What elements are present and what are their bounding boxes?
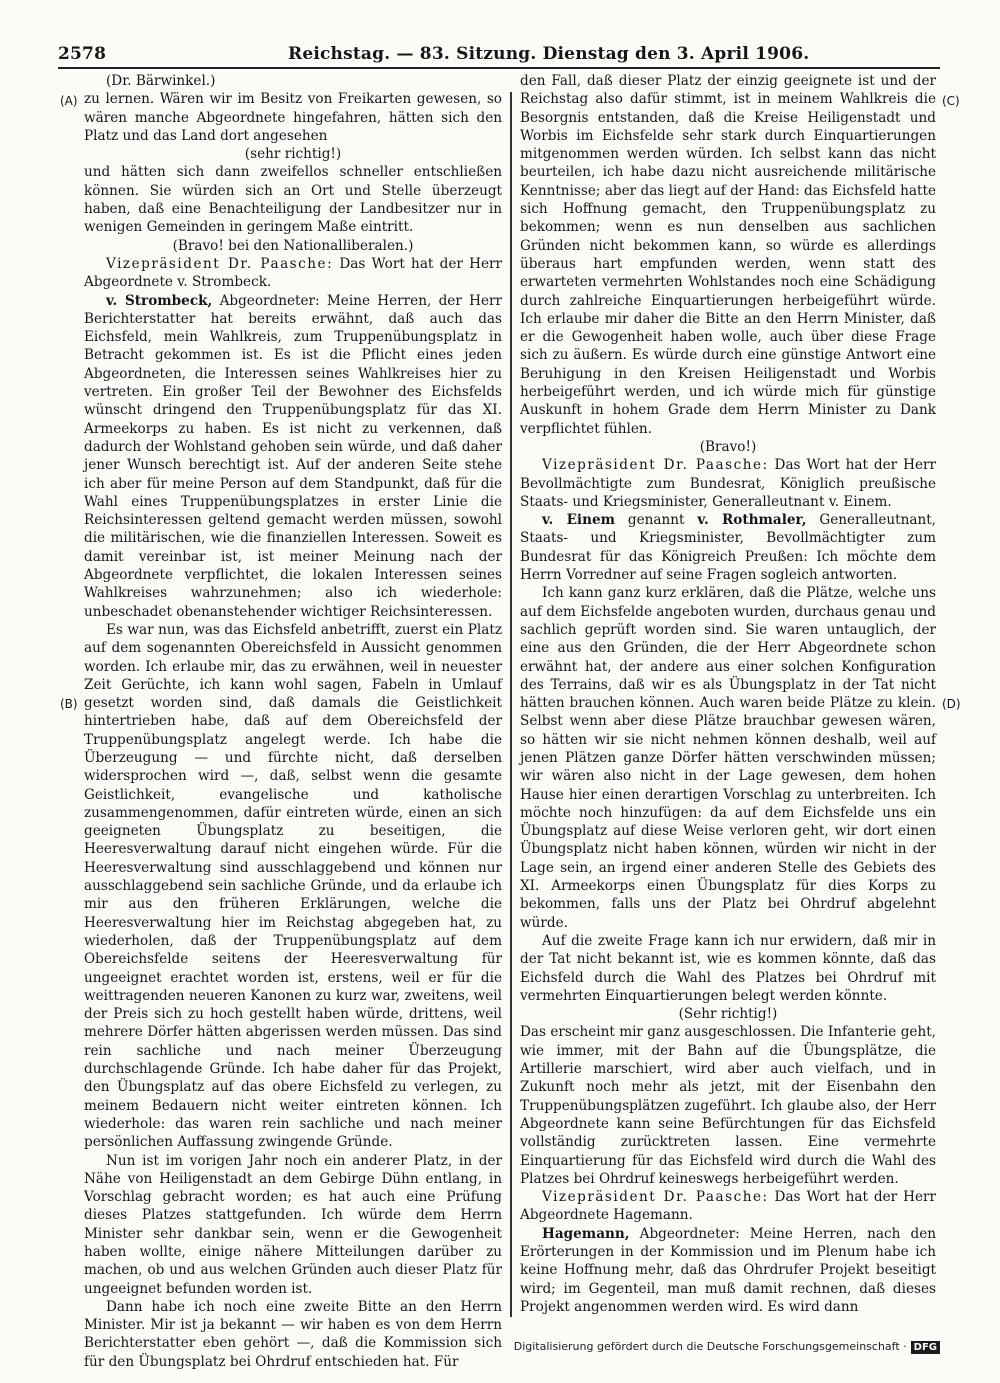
- applause-note: (Bravo! bei den Nationalliberalen.): [172, 237, 414, 254]
- chair-remark: [520, 456, 936, 511]
- paragraph: und hätten sich dann zweifellos schneller entschließen können. Sie würden sich an Ort und Stelle überzeugt haben, daß eine Benachteiligung der Landbesitzer nur in wenigen Gemeinden in geringem Maße eintritt.: [84, 164, 502, 236]
- speaker-name: v. Strombeck,: [106, 292, 213, 309]
- speech-paragraph: [520, 1225, 936, 1316]
- paragraph: Es war nun, was das Eichsfeld anbetrifft, zuerst ein Platz auf dem sogenannten Obereichsfeld in Aussicht genommen worden. Ich erlaube mir, das zu erwähnen, weil in neuester Zeit Gerüchte, ich kann wohl sagen, Fabeln in Umlauf gesetzt worden sind, daß damals die Geistlichkeit hintertrieben habe, daß auf dem Obereichsfeld der Truppenübungsplatz angelegt werde. Ich habe die Überzeugung — und fürchte nicht, daß derselben widersprochen wird —, daß, selbst wenn die gesamte Geistlichkeit, evangelische und katholische zusammengenommen, dafür eintreten würde, einen an sich geeigneten Übungsplatz zu beseitigen, die Heeresverwaltung darauf nicht eingehen würde. Für die Heeresverwaltung sind ausschlaggebend und können nur ausschlaggebend sein sachliche Gründe, und da erlaube ich mir aus den früheren Erklärungen, welche die Heeresverwaltung hier im Reichstag abgegeben hat, zu wiederholen, daß der Truppenübungsplatz auf dem Obereichsfelde seitens der Heeresverwaltung für ungeeignet erachtet worden ist, erstens, weil er für die weittragenden neueren Kanonen zu kurz war, zweitens, weil der Preis sich zu hoch gestellt haben würde, drittens, weil mehrere Dörfer hätten abgerissen werden müssen. Das sind rein sachliche und nach meiner Überzeugung durchschlagende Gründe. Ich habe daher für das Projekt, den Übungsplatz auf das obere Eichsfeld zu verlegen, zu meinem Bedauern nicht weiter eintreten können. Ich wiederhole: das waren rein sachliche und nach meiner persönlichen Auffassung zwingende Gründe.: [84, 621, 502, 1151]
- chair-text: Das Wort hat der Herr Abgeordnete Hagemann.: [520, 1189, 937, 1224]
- left-column: [84, 72, 502, 1371]
- chair-name: Vizepräsident Dr. Paasche:: [542, 457, 769, 474]
- paragraph: Ich kann ganz kurz erklären, daß die Plätze, welche uns auf dem Eichsfelde angeboten wurden, durchaus genau und sachlich geprüft worden sind. Sie waren untauglich, der eine aus den Gründen, die der Herr Abgeordnete schon erwähnt hat, der andere aus einer solchen Konfiguration des Terrains, daß wir es als Übungsplatz in der Tat nicht hätten brauchen können. Auch waren beide Plätze zu klein. Selbst wenn aber diese Plätze brauchbar gewesen wären, so hätten wir sie nicht nehmen können deshalb, weil auf jenen Plätzen ganze Dörfer hätten verschwinden müssen; wir wären also nicht in der Lage gewesen, dem hohen Hause hier einen derartigen Vorschlag zu unterbreiten. Ich möchte noch hinzufügen: da auf dem Eichsfelde uns ein Übungsplatz auf diese Weise verloren geht, wir dort einen Übungsplatz nicht haben können, würden wir nicht in der Lage sein, an irgend einer anderen Stelle des Gebiets des XI. Armeekorps einen Übungsplatz für dies Korps zu bekommen, falls uns der Platz bei Ohrdruf abgelehnt würde.: [520, 585, 936, 931]
- paragraph: Auf die zweite Frage kann ich nur erwidern, daß mir in der Tat nicht bekannt ist, wie es kommen könnte, daß das Eichsfeld durch die Wahl des Platzes bei Ohrdruf mit vermehrten Einquartierungen belegt werden könnte.: [520, 932, 936, 1004]
- column-divider: [510, 92, 512, 1317]
- speaker-name: Hagemann,: [542, 1225, 630, 1242]
- paragraph: Das erscheint mir ganz ausgeschlossen. Die Infanterie geht, wie immer, mit der Bahn auf die Übungsplätze, die Artillerie marschiert, wird aber auch vielfach, und in Zukunft noch mehr als jetzt, mit der Eisenbahn den Truppenübungsplätzen zugeführt. Ich glaube also, der Herr Abgeordnete kann seine Befürchtungen für das Eichsfeld vollständig zurücktreten lassen. Eine vermehrte Einquartierung für das Eichsfeld wird durch die Wahl des Platzes bei Ohrdruf keineswegs herbeigeführt werden.: [520, 1024, 936, 1187]
- chair-text: Das Wort hat der Herr Bevollmächtigte zum Bundesrat, Königlich preußische Staats- und Kriegsminister, Generalleutnant v. Einem.: [520, 457, 937, 510]
- paragraph: zu lernen. Wären wir im Besitz von Freikarten gewesen, so wären manche Abgeordnete hingefahren, hätten sich den Platz und das Land dort angesehen: [84, 91, 502, 144]
- speech-text: Abgeordneter: Meine Herren, nach den Erörterungen in der Kommission und im Plenum habe ich keine Hoffnung mehr, daß das Ohrdrufer Projekt beseitigt wird; im Gegenteil, man muß damit rechnen, daß dieses Projekt angenommen werden wird. Es wird dann: [520, 1225, 936, 1315]
- speaker-name-connector: genannt: [627, 512, 685, 529]
- interjection: (sehr richtig!): [244, 146, 342, 163]
- continued-speaker-tag: (Dr. Bärwinkel.): [106, 73, 216, 89]
- chair-remark: [84, 255, 502, 292]
- margin-marker-d: (D): [942, 697, 961, 711]
- header-rule: [58, 67, 940, 69]
- margin-marker-c: (C): [942, 94, 960, 108]
- applause-note: (Bravo!): [699, 438, 757, 455]
- paragraph: Dann habe ich noch eine zweite Bitte an den Herrn Minister. Mir ist ja bekannt — wir haben es von dem Herrn Berichterstatter eben gehört —, daß die Kommission sich für den Übungsplatz bei Ohrdruf entschieden hat. Für: [84, 1298, 502, 1370]
- margin-marker-a: (A): [60, 94, 78, 108]
- speaker-name: v. Einem: [542, 512, 616, 529]
- speech-text: Generalleutnant, Staats- und Kriegsminister, Bevollmächtigter zum Bundesrat für das Königreich Preußen: Ich möchte dem Herrn Vorredner auf seine Fragen sogleich antworten.: [520, 512, 937, 584]
- page-number: 2578: [58, 44, 107, 64]
- paragraph: Nun ist im vorigen Jahr noch ein anderer Platz, in der Nähe von Heiligenstadt an dem Gebirge Dühn entlang, in Vorschlag gebracht worden; es hat auch eine Prüfung dieses Platzes stattgefunden. Ich würde dem Herrn Minister sehr dankbar sein, wenn er die Gewogenheit haben wollte, einige nähere Mitteilungen darüber zu machen, ob und aus welchen Gründen auch dieser Platz für ungeeignet befunden worden ist.: [84, 1152, 502, 1297]
- chair-name: Vizepräsident Dr. Paasche:: [542, 1189, 769, 1206]
- speech-text: Abgeordneter: Meine Herren, der Herr Berichterstatter hat bereits erwähnt, daß auch das Eichsfeld, mein Wahlkreis, zum Truppenübungsplatz in Betracht gekommen ist. Es ist die Pflicht eines jeden Abgeordneten, die Interessen seines Wahlkreises hier zu vertreten. Ein großer Teil der Bewohner des Eichsfelds wünscht dringend den Truppenübungsplatz für das XI. Armeekorps zu haben. Es ist nicht zu verkennen, daß dadurch der Wohlstand gehoben sein würde, und daß daher jener Wunsch berechtigt ist. Auf der anderen Seite stehe ich aber für meine Person auf dem Standpunkt, daß für die Wahl eines Truppenübungsplatzes in erster Linie die Reichsinteressen geltend gemacht werden müssen, sowohl die militärischen, wie die finanziellen Interessen. Soweit es damit vereinbar ist, ist meiner Meinung nach der Abgeordnete verpflichtet, die lokalen Interessen seines Wahlkreises wahrzunehmen; also ich wiederhole: unbeschadet obenanstehender wichtiger Reichsinteressen.: [84, 292, 503, 620]
- margin-marker-b: (B): [60, 697, 78, 711]
- speaker-name-alt: v. Rothmaler,: [697, 512, 807, 529]
- digitization-footer: [514, 1340, 940, 1354]
- chair-text: Das Wort hat der Herr Abgeordnete v. Strombeck.: [84, 255, 503, 291]
- right-column: [520, 72, 936, 1316]
- chair-remark: [520, 1188, 936, 1225]
- running-title: Reichstag. — 83. Sitzung. Dienstag den 3. April 1906.: [288, 44, 810, 64]
- speech-paragraph: [84, 292, 502, 621]
- dfg-logo: DFG: [911, 1341, 940, 1354]
- interjection: (Sehr richtig!): [678, 1006, 778, 1023]
- chair-name: Vizepräsident Dr. Paasche:: [106, 255, 334, 272]
- paragraph: den Fall, daß dieser Platz der einzig geeignete ist und der Reichstag also dafür stimmt, ist in meinem Wahlkreis die Besorgnis entstanden, daß die Kreise Heiligenstadt und Worbis im Eichsfelde sehr stark durch Einquartierungen mitgenommen werden würden. Ich selbst kann das nicht beurteilen, ich habe dazu nicht ausreichende militärische Kenntnisse; aber das liegt auf der Hand: das Eichsfeld hatte sich Hoffnung gemacht, den Truppenübungsplatz zu bekommen; wenn es nun denselben aus sachlichen Gründen nicht bekommen kann, so würde es allerdings überaus hart empfunden werden, wenn statt des erwarteten vermehrten Wohlstandes noch eine Schädigung durch zahlreiche Einquartierungen herbeigeführt würde. Ich erlaube mir daher die Bitte an den Herrn Minister, daß er die Gewogenheit haben wolle, auch über diese Frage sich zu äußern. Es würde durch eine günstige Antwort eine Beruhigung in den Kreisen Heiligenstadt und Worbis herbeigeführt werden, und ich würde mich für günstige Auskunft in hohem Grade dem Herrn Minister zu Dank verpflichtet fühlen.: [520, 73, 936, 437]
- speech-paragraph: [520, 511, 936, 584]
- footer-text: Digitalisierung gefördert durch die Deutsche Forschungsgemeinschaft ·: [513, 1340, 907, 1353]
